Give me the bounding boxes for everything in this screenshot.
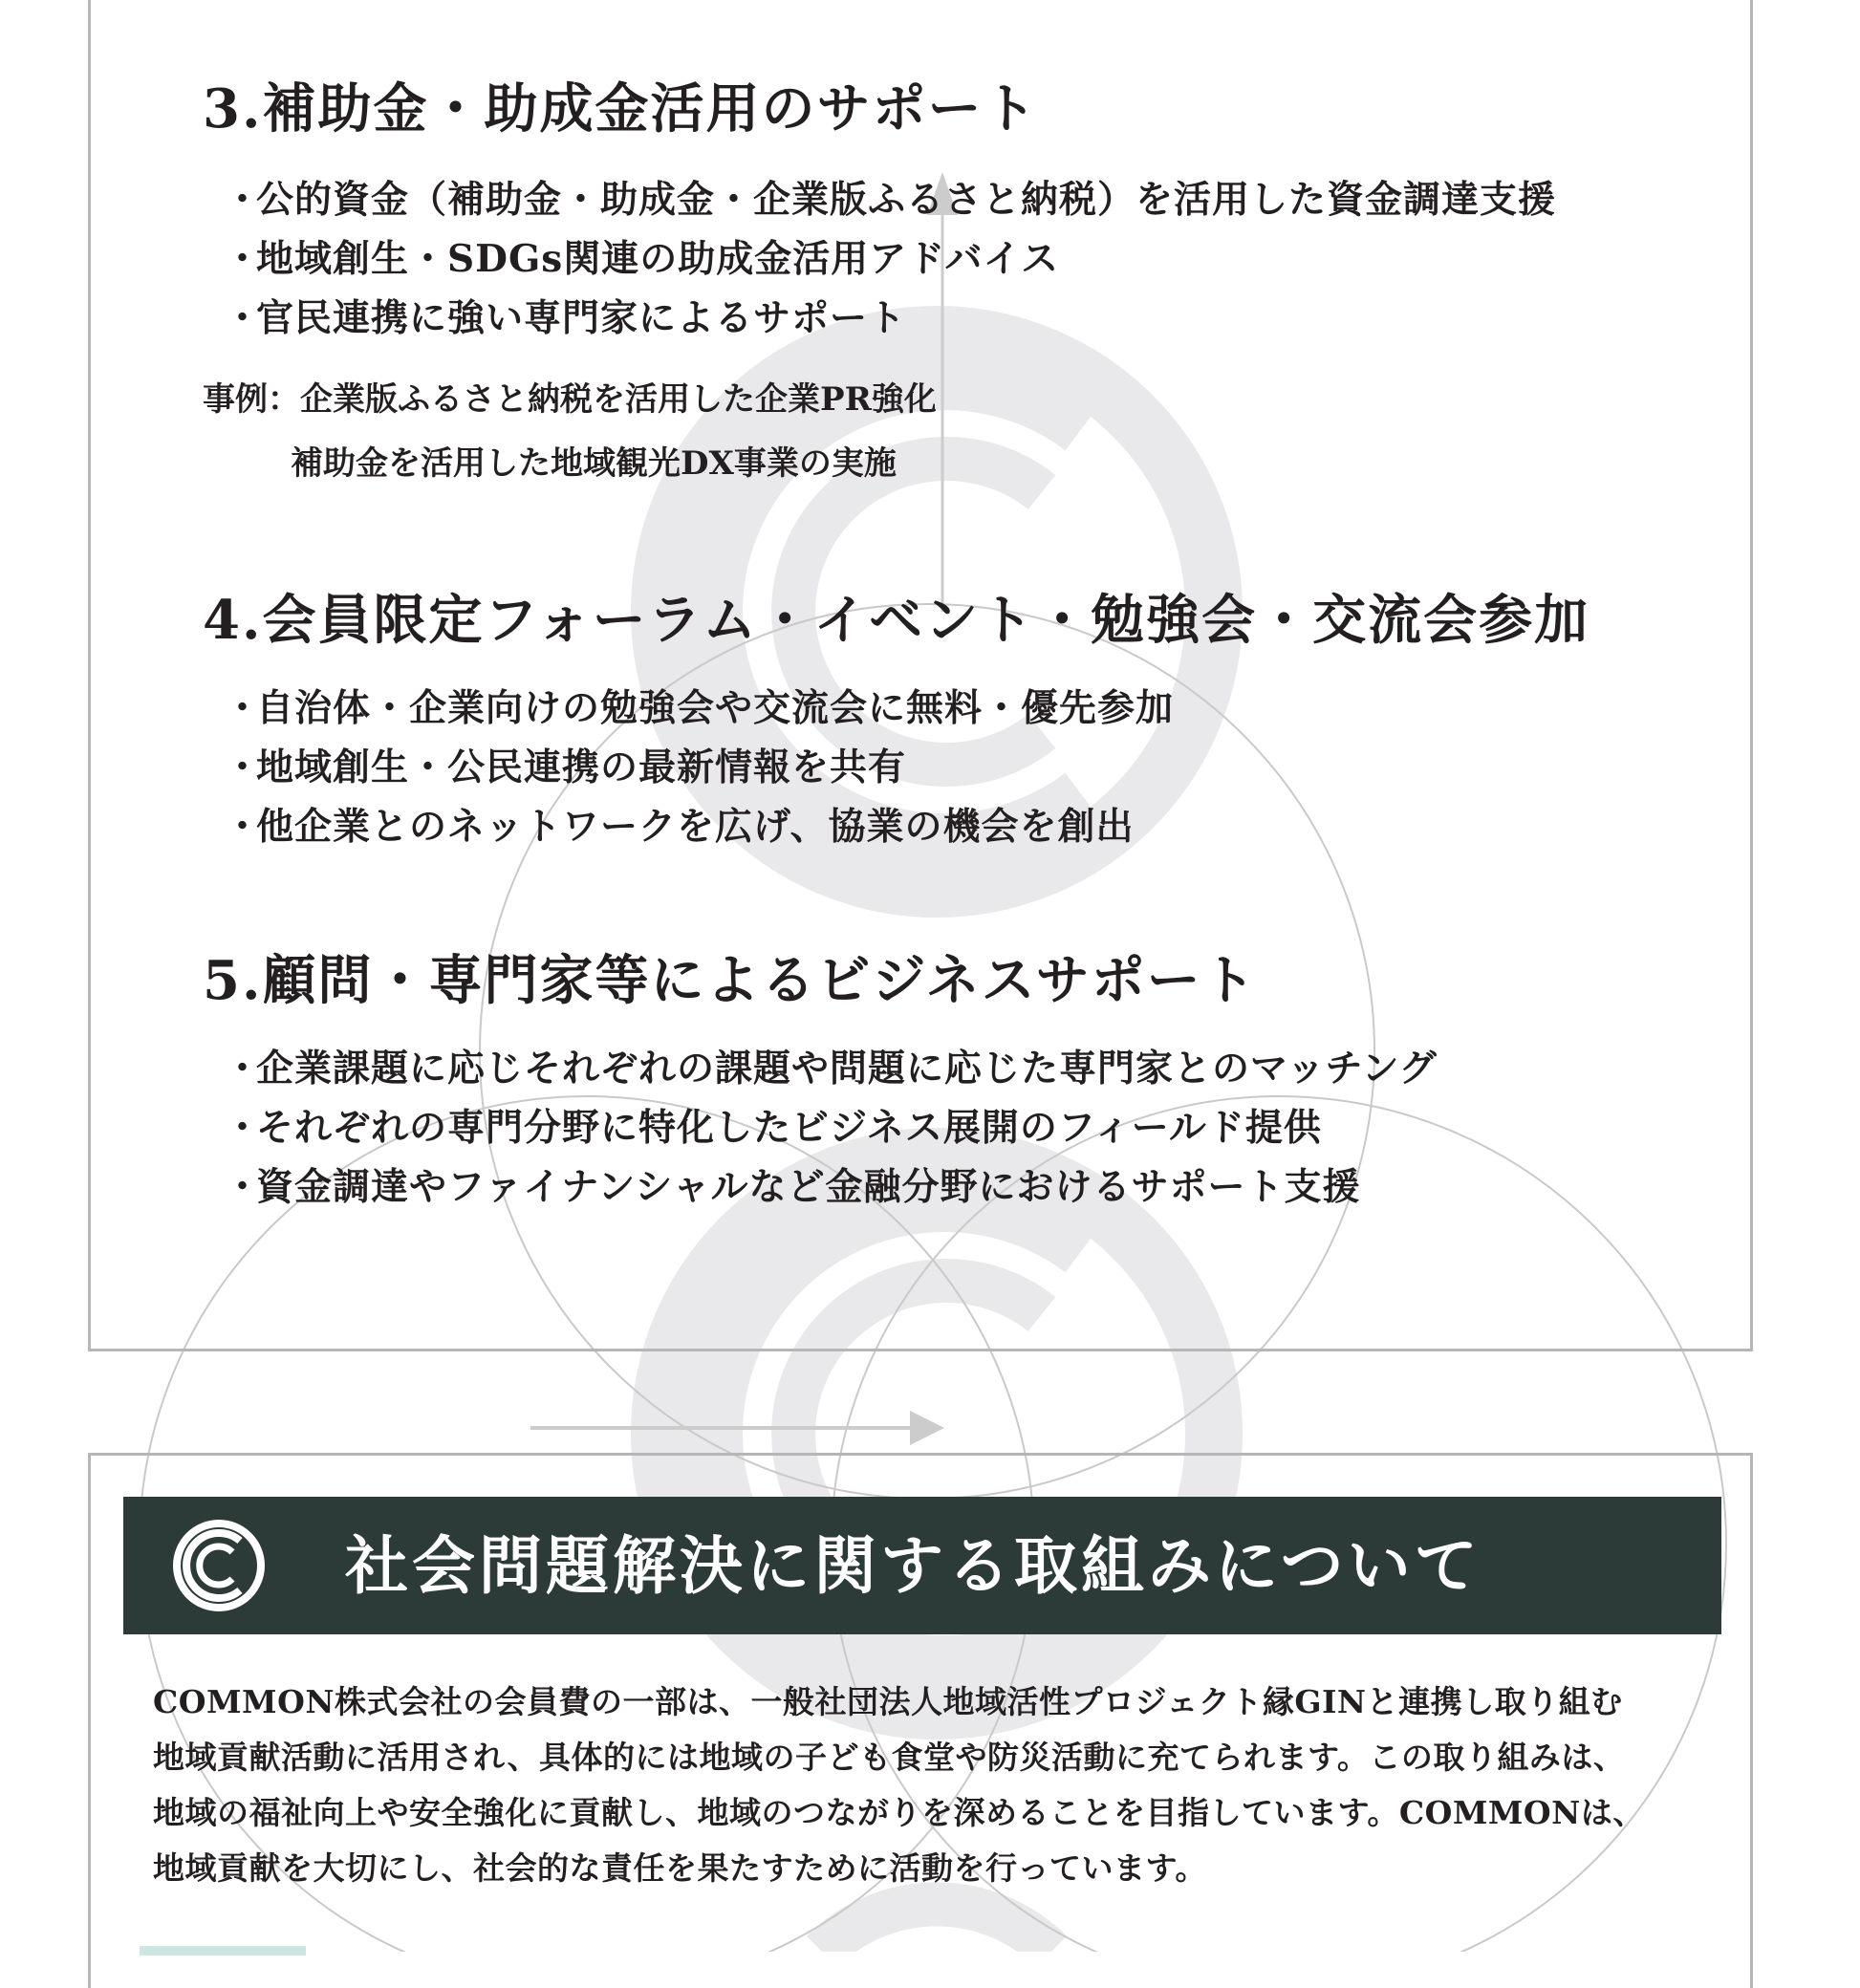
- bullet-dot: ・: [224, 1106, 263, 1150]
- expert-support-list: [218, 1039, 1438, 1217]
- list-item: ・ 地域創生・公民連携の最新情報を共有: [218, 738, 1174, 797]
- social-initiative-description: [153, 1675, 1701, 1896]
- list-item: ・ 地域創生・SDGs関連の助成金活用アドバイス: [218, 229, 1556, 289]
- list-item: ・ 自治体・企業向けの勉強会や交流会に無料・優先参加: [218, 679, 1174, 738]
- bullet-dot: ・: [224, 1165, 263, 1209]
- paragraph-line: COMMON株式会社の会員費の一部は、一般社団法人地域活性プロジェクト縁GINと連携し取り組む: [153, 1683, 1623, 1720]
- member-events-list: [218, 679, 1174, 856]
- subsidy-support-list: [218, 170, 1556, 348]
- example-item: 補助金を活用した地域観光DX事業の実施: [291, 444, 897, 483]
- list-item: ・ 企業課題に応じそれぞれの課題や問題に応じた専門家とのマッチング: [218, 1039, 1438, 1098]
- paragraph-line: 地域の福祉向上や安全強化に貢献し、地域のつながりを深めることを目指しています。COMMONは、: [153, 1794, 1645, 1831]
- accent-tab: [140, 1946, 306, 1956]
- bullet-dot: ・: [224, 178, 263, 222]
- list-item: ・ 他企業とのネットワークを広げ、協業の機会を創出: [218, 797, 1174, 856]
- common-logo-icon: [171, 1518, 267, 1613]
- bullet-dot: ・: [224, 686, 263, 730]
- list-item: ・ 官民連携に強い専門家によるサポート: [218, 289, 1556, 348]
- paragraph-line: 地域貢献を大切にし、社会的な責任を果たすために活動を行っています。: [153, 1849, 1207, 1887]
- section-title-member-events: 4.会員限定フォーラム・イベント・勉強会・交流会参加: [203, 589, 1590, 652]
- list-item: ・ それぞれの専門分野に特化したビジネス展開のフィールド提供: [218, 1098, 1438, 1157]
- subsidy-examples: [203, 368, 937, 496]
- example-label: 事例：: [203, 380, 300, 419]
- bullet-dot: ・: [224, 296, 263, 340]
- bullet-dot: ・: [224, 1047, 263, 1091]
- social-issue-banner: [123, 1497, 1721, 1634]
- list-item: ・ 資金調達やファイナンシャルなど金融分野におけるサポート支援: [218, 1157, 1438, 1217]
- banner-title: 社会問題解決に関する取組みについて: [345, 1528, 1482, 1603]
- section-title-subsidy-support: 3.補助金・助成金活用のサポート: [203, 77, 1039, 140]
- bullet-dot: ・: [224, 746, 263, 789]
- list-item: ・ 公的資金（補助金・助成金・企業版ふるさと納税）を活用した資金調達支援: [218, 170, 1556, 229]
- bullet-dot: ・: [224, 237, 263, 281]
- bullet-dot: ・: [224, 805, 263, 849]
- section-title-expert-support: 5.顧問・専門家等によるビジネスサポート: [203, 949, 1258, 1012]
- example-item: 企業版ふるさと納税を活用した企業PR強化: [300, 380, 937, 419]
- paragraph-line: 地域貢献活動に活用され、具体的には地域の子ども食堂や防災活動に充てられます。この取り組みは、: [153, 1739, 1626, 1776]
